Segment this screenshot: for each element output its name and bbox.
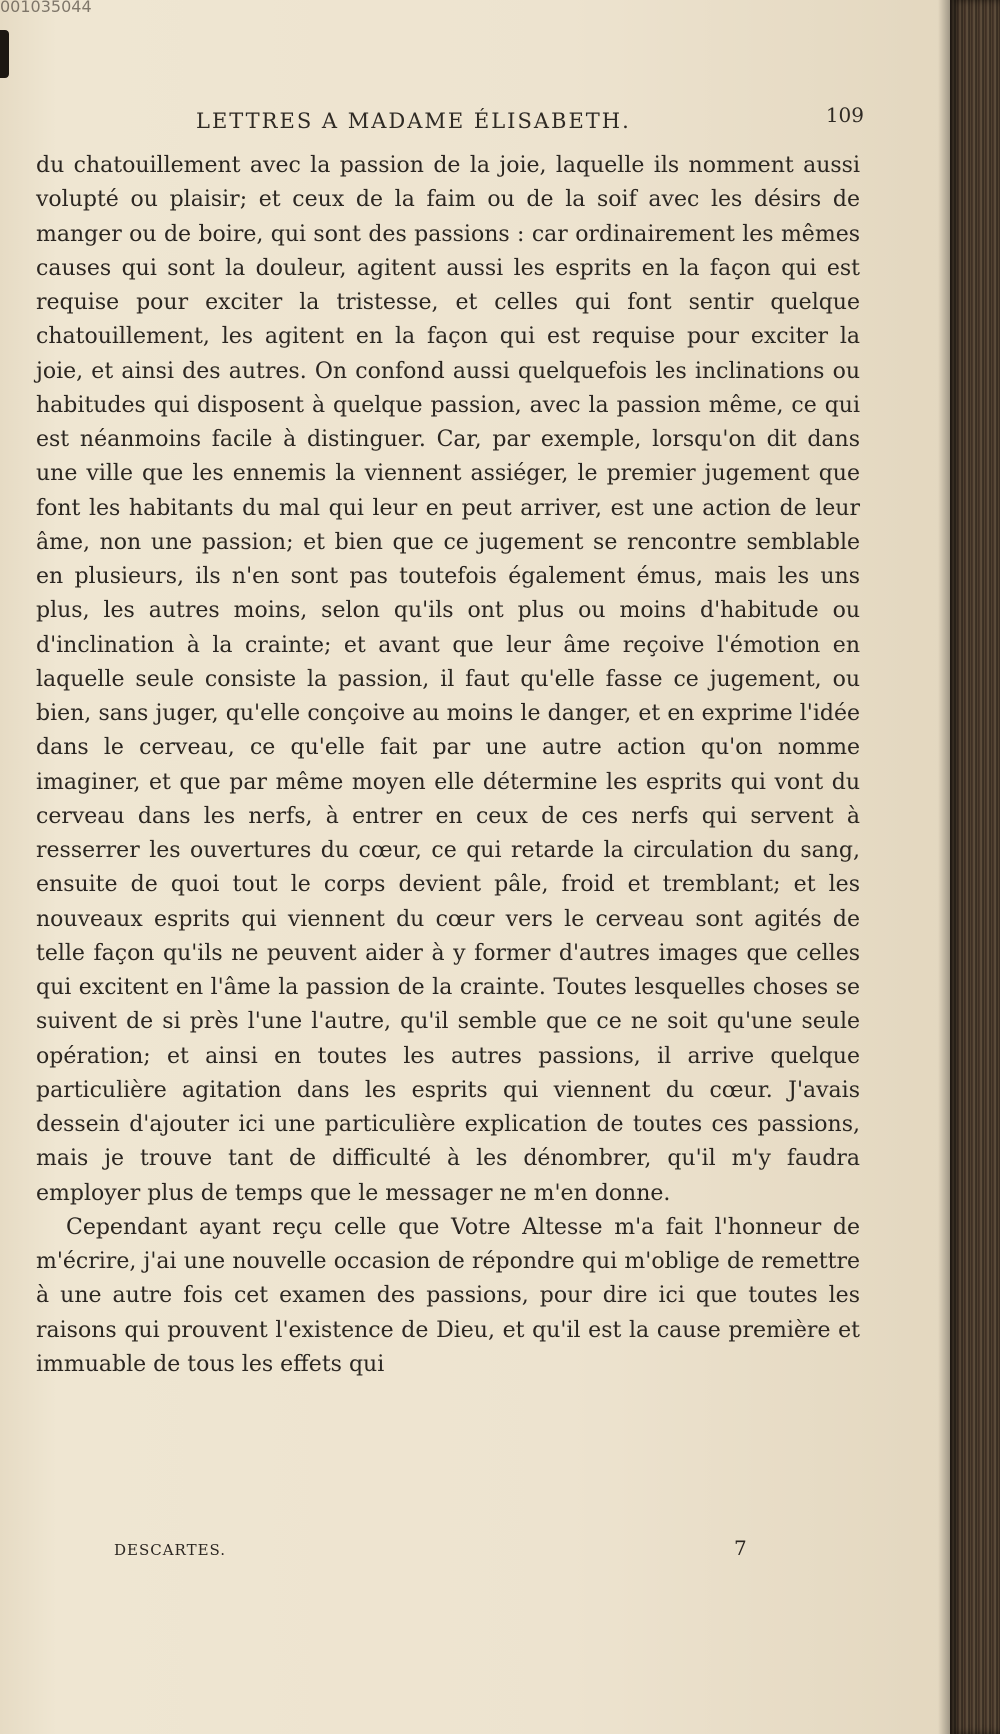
scan-stamp: 001035044 xyxy=(0,0,92,14)
paragraph: du chatouillement avec la passion de la joie, laquelle ils nomment aussi volupté ou plaisir; et ceux de la faim ou de la soif avec les désirs de manger ou de boire, qui sont des passions : car ordinairement les mêmes causes qui sont la douleur, agitent aussi les esprits en la façon qui est requise pour exciter la tristesse, et celles qui font sentir quelque chatouillement, les agitent en la façon qui est requise pour exciter la joie, et ainsi des autres. On confond aussi quelquefois les inclinations ou habitudes qui disposent à quelque passion, avec la passion même, ce qui est néanmoins facile à distinguer. Car, par exemple, lorsqu'on dit dans une ville que les ennemis la viennent assiéger, le premier jugement que font les habitants du mal qui leur en peut arriver, est une action de leur âme, non une passion; et bien que ce jugement se rencontre semblable en plusieurs, ils n'en sont pas toutefois également émus, mais les uns plus, les autres moins, selon qu'ils ont plus ou moins d'habitude ou d'inclination à la crainte; et avant que leur âme reçoive l'émotion en laquelle seule consiste la passion, il faut qu'elle fasse ce jugement, ou bien, sans juger, qu'elle conçoive au moins le danger, et en exprime l'idée dans le cerveau, ce qu'elle fait par une autre action qu'on nomme imaginer, et que par même moyen elle détermine les esprits qui vont du cerveau dans les nerfs, à entrer en ceux de ces nerfs qui servent à resserrer les ouvertures du cœur, ce qui retarde la circulation du sang, ensuite de quoi tout le corps devient pâle, froid et tremblant; et les nouveaux esprits qui viennent du cœur vers le cerveau sont agités de telle façon qu'ils ne peuvent aider à y former d'autres images que celles qui excitent en l'âme la passion de la crainte. Toutes lesquelles choses se suivent de si près l'une l'autre, qu'il semble que ce ne soit qu'une seule opération; et ainsi en toutes les autres passions, il arrive quelque particulière agitation dans les esprits qui viennent du cœur. J'avais dessein d'ajouter ici une particulière explication de toutes ces passions, mais je trouve tant de difficulté à les dénombrer, qu'il m'y faudra employer plus de temps que le messager ne m'en donne. xyxy=(36,153,860,1206)
edge-mark xyxy=(0,30,9,78)
signature-number: 7 xyxy=(734,1536,747,1560)
paragraph: Cependant ayant reçu celle que Votre Altesse m'a fait l'honneur de m'écrire, j'ai une nouvelle occasion de répondre qui m'oblige de remettre à une autre fois cet examen des passions, pour dire ici que toutes les raisons qui prouvent l'existence de Dieu, et qu'il est la cause première et immuable de tous les effets qui xyxy=(36,1214,860,1377)
page-number: 109 xyxy=(825,103,864,127)
book-fore-edge xyxy=(950,0,1000,1734)
signature-author: DESCARTES. xyxy=(114,1541,227,1559)
running-title: LETTRES A MADAME ÉLISABETH. xyxy=(196,109,631,133)
body-text xyxy=(36,149,860,1382)
